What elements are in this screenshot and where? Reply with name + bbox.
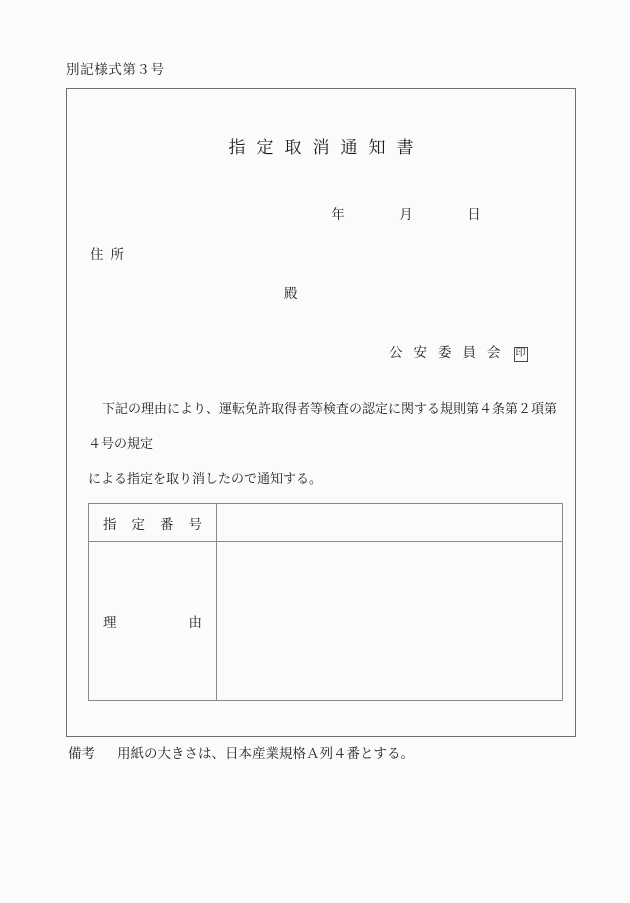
designation-number-value[interactable] [217, 504, 563, 542]
date-day-label: 日 [467, 207, 481, 222]
footer-note [68, 747, 414, 761]
body-line-2: による指定を取り消したので通知する。 [88, 471, 323, 486]
footer-note-text: 用紙の大きさは、日本産業規格Ａ列４番とする。 [117, 746, 414, 761]
table-row [89, 542, 563, 701]
date-line [67, 208, 575, 222]
reason-label: 理由 [89, 542, 217, 701]
date-month-label: 月 [399, 207, 413, 222]
form-table [88, 503, 563, 701]
issuer-name: 公安委員会 [389, 345, 512, 360]
form-number: 別記様式第３号 [66, 62, 165, 77]
footer-note-label: 備考 [68, 746, 95, 761]
seal-icon: 印 [514, 347, 528, 363]
document-sheet [66, 88, 576, 737]
designation-number-label: 指定番号 [89, 504, 217, 542]
page-title: 指定取消通知書 [228, 138, 425, 157]
table-row [89, 504, 563, 542]
date-year-label: 年 [331, 207, 345, 222]
reason-value[interactable] [217, 542, 563, 701]
addressee-suffix: 殿 [284, 286, 298, 301]
body-paragraph [88, 391, 562, 496]
body-line-1: 下記の理由により、運転免許取得者等検査の認定に関する規則第４条第２項第４号の規定 [88, 401, 558, 451]
address-label: 住所 [90, 247, 131, 262]
issuer-line [389, 346, 528, 362]
